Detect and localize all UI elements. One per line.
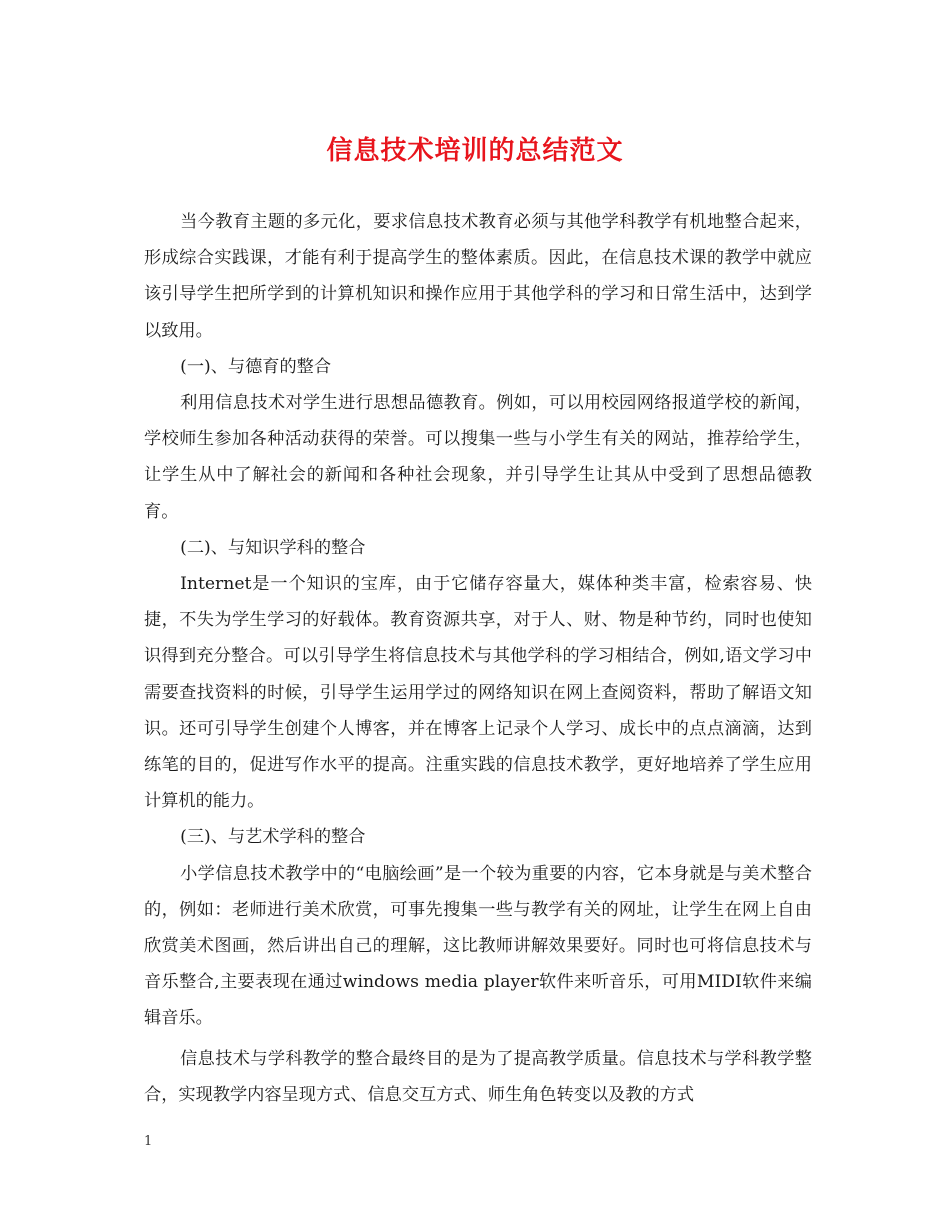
- paragraph-knowledge: Internet是一个知识的宝库，由于它储存容量大，媒体种类丰富，检索容易、快捷，不失为学生学习的好载体。教育资源共享，对于人、财、物是种节约，同时也使知识得到充分整合。可以引导学生将信息技术与其他学科的学习相结合，例如,语文学习中需要查找资料的时候，引导学生运用学过的网络知识在网上查阅资料，帮助了解语文知识。还可引导学生创建个人博客，并在博客上记录个人学习、成长中的点点滴滴，达到练笔的目的，促进写作水平的提高。注重实践的信息技术教学，更好地培养了学生应用计算机的能力。: [144, 574, 812, 812]
- document-title: 信息技术培训的总结范文: [326, 136, 624, 166]
- paragraph-conclusion: 信息技术与学科教学的整合最终目的是为了提高教学质量。信息技术与学科教学整合，实现教学内容呈现方式、信息交互方式、师生角色转变以及教的方式: [144, 1048, 812, 1105]
- section-heading-moral: (一)、与德育的整合: [180, 356, 332, 377]
- document-body: [144, 204, 812, 1113]
- paragraph-art: 小学信息技术教学中的“电脑绘画”是一个较为重要的内容，它本身就是与美术整合的，例如：老师进行美术欣赏，可事先搜集一些与教学有关的网址，让学生在网上自由欣赏美术图画，然后讲出自己的理解，这比教师讲解效果要好。同时也可将信息技术与音乐整合,主要表现在通过windows media player软件来听音乐，可用MIDI软件来编辑音乐。: [144, 863, 812, 1029]
- page-number: 1: [144, 1134, 153, 1149]
- section-heading-knowledge: (二)、与知识学科的整合: [180, 537, 366, 558]
- paragraph-intro: 当今教育主题的多元化，要求信息技术教育必须与其他学科教学有机地整合起来，形成综合实践课，才能有利于提高学生的整体素质。因此，在信息技术课的教学中就应该引导学生把所学到的计算机知识和操作应用于其他学科的学习和日常生活中，达到学以致用。: [144, 212, 812, 341]
- paragraph-moral: 利用信息技术对学生进行思想品德教育。例如，可以用校园网络报道学校的新闻，学校师生参加各种活动获得的荣誉。可以搜集一些与小学生有关的网站，推荐给学生，让学生从中了解社会的新闻和各种社会现象，并引导学生让其从中受到了思想品德教育。: [144, 393, 812, 522]
- section-heading-art: (三)、与艺术学科的整合: [180, 827, 366, 848]
